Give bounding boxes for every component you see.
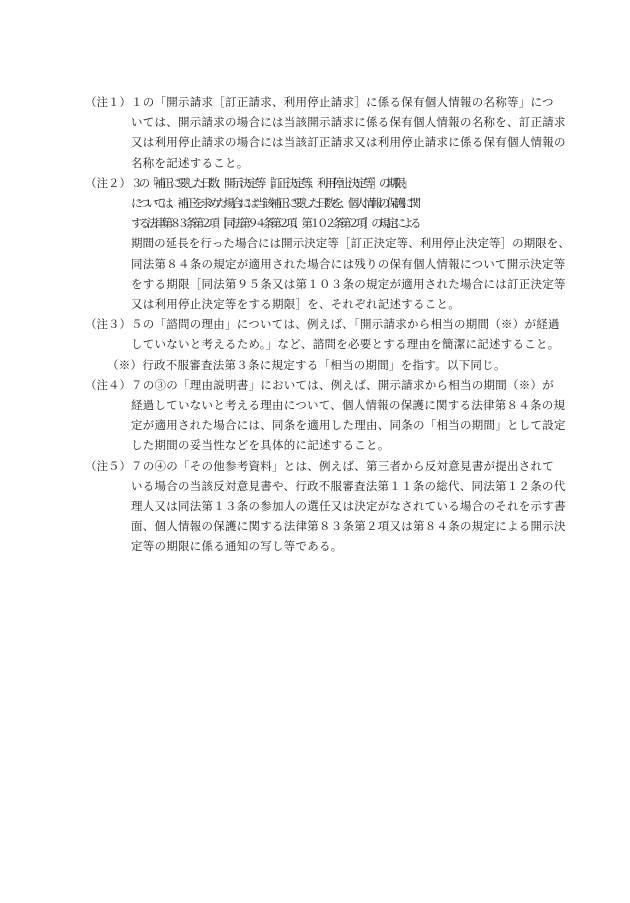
note-line: をする期限［同法第９５条又は第１０３条の規定が適用された場合には訂正決定等 xyxy=(131,276,566,291)
note-line: 面、個人情報の保護に関する法律第８３条第２項又は第８４条の規定による開示決 xyxy=(131,519,566,534)
note-line: する法律第８３条第２項［同法第９４条第２項、第１０２条第２項］の規定による xyxy=(131,216,418,231)
sub-note: （※）行政不服審査法第３条に規定する「相当の期間」を指す。以下同じ。 xyxy=(107,357,506,372)
note-line: していないと考えるため。」など、諮問を必要とする理由を簡潔に記述すること。 xyxy=(131,337,560,352)
note-line: 又は利用停止決定等をする期限］を、それぞれ記述すること。 xyxy=(131,297,460,312)
note-line: 理人又は同法第１３条の参加人の選任又は決定がなされている場合のそれを示す書 xyxy=(131,499,566,514)
note-body xyxy=(131,173,570,314)
note-1 xyxy=(85,92,565,173)
note-label: （注４） xyxy=(85,377,131,392)
note-label: （注３） xyxy=(85,317,131,332)
note-label: （注５） xyxy=(85,458,131,473)
note-3 xyxy=(85,314,565,354)
note-line: ７の③の「理由説明書」においては、例えば、開示請求から相当の期間（※）が xyxy=(131,377,554,392)
notes-section xyxy=(85,92,570,557)
note-5 xyxy=(85,456,565,557)
note-body xyxy=(131,314,565,354)
note-line: ５の「諮問の理由」については、例えば、「開示請求から相当の期間（※）が経過 xyxy=(131,317,560,332)
note-4 xyxy=(85,375,565,456)
note-line: 又は利用停止請求の場合には当該訂正請求又は利用停止請求に係る保有個人情報の xyxy=(131,135,566,150)
note-line: 同法第８４条の規定が適用された場合には残りの保有個人情報について開示決定等 xyxy=(131,256,566,271)
note-line: した期間の妥当性などを具体的に記述すること。 xyxy=(131,438,390,453)
note-2 xyxy=(85,173,570,314)
note-line: 経過していないと考える理由について、個人情報の保護に関する法律第８４条の規 xyxy=(131,398,566,413)
note-line: 期間の延長を行った場合には開示決定等［訂正決定等、利用停止決定等］の期限を、 xyxy=(131,236,570,251)
note-line: いる場合の当該反対意見書や、行政不服審査法第１１条の総代、同法第１２条の代 xyxy=(131,478,566,493)
note-line: 定が適用された場合には、同条を適用した理由、同条の「相当の期間」として設定 xyxy=(131,418,566,433)
note-line: ３の「補正に要した日数、開示決定等［訂正決定等、利用停止決定等］の期限」 xyxy=(131,175,410,190)
note-line: については、補正を求めた場合には当該補正に要した日数を、個人情報の保護に関 xyxy=(131,196,418,211)
note-label: （注２） xyxy=(85,175,131,190)
note-line: いては、開示請求の場合には当該開示請求に係る保有個人情報の名称を、訂正請求 xyxy=(131,115,566,130)
note-label: （注１） xyxy=(85,95,131,109)
note-body xyxy=(131,375,566,456)
note-line: 定等の期限に係る通知の写し等である。 xyxy=(131,539,343,554)
note-line: １の「開示請求［訂正請求、利用停止請求］に係る保有個人情報の名称等」につ xyxy=(131,95,554,109)
note-line: 名称を記述すること。 xyxy=(131,155,249,170)
note-line: ７の④の「その他参考資料」とは、例えば、第三者から反対意見書が提出されて xyxy=(131,458,554,473)
note-body xyxy=(131,92,566,173)
note-body xyxy=(131,456,566,557)
